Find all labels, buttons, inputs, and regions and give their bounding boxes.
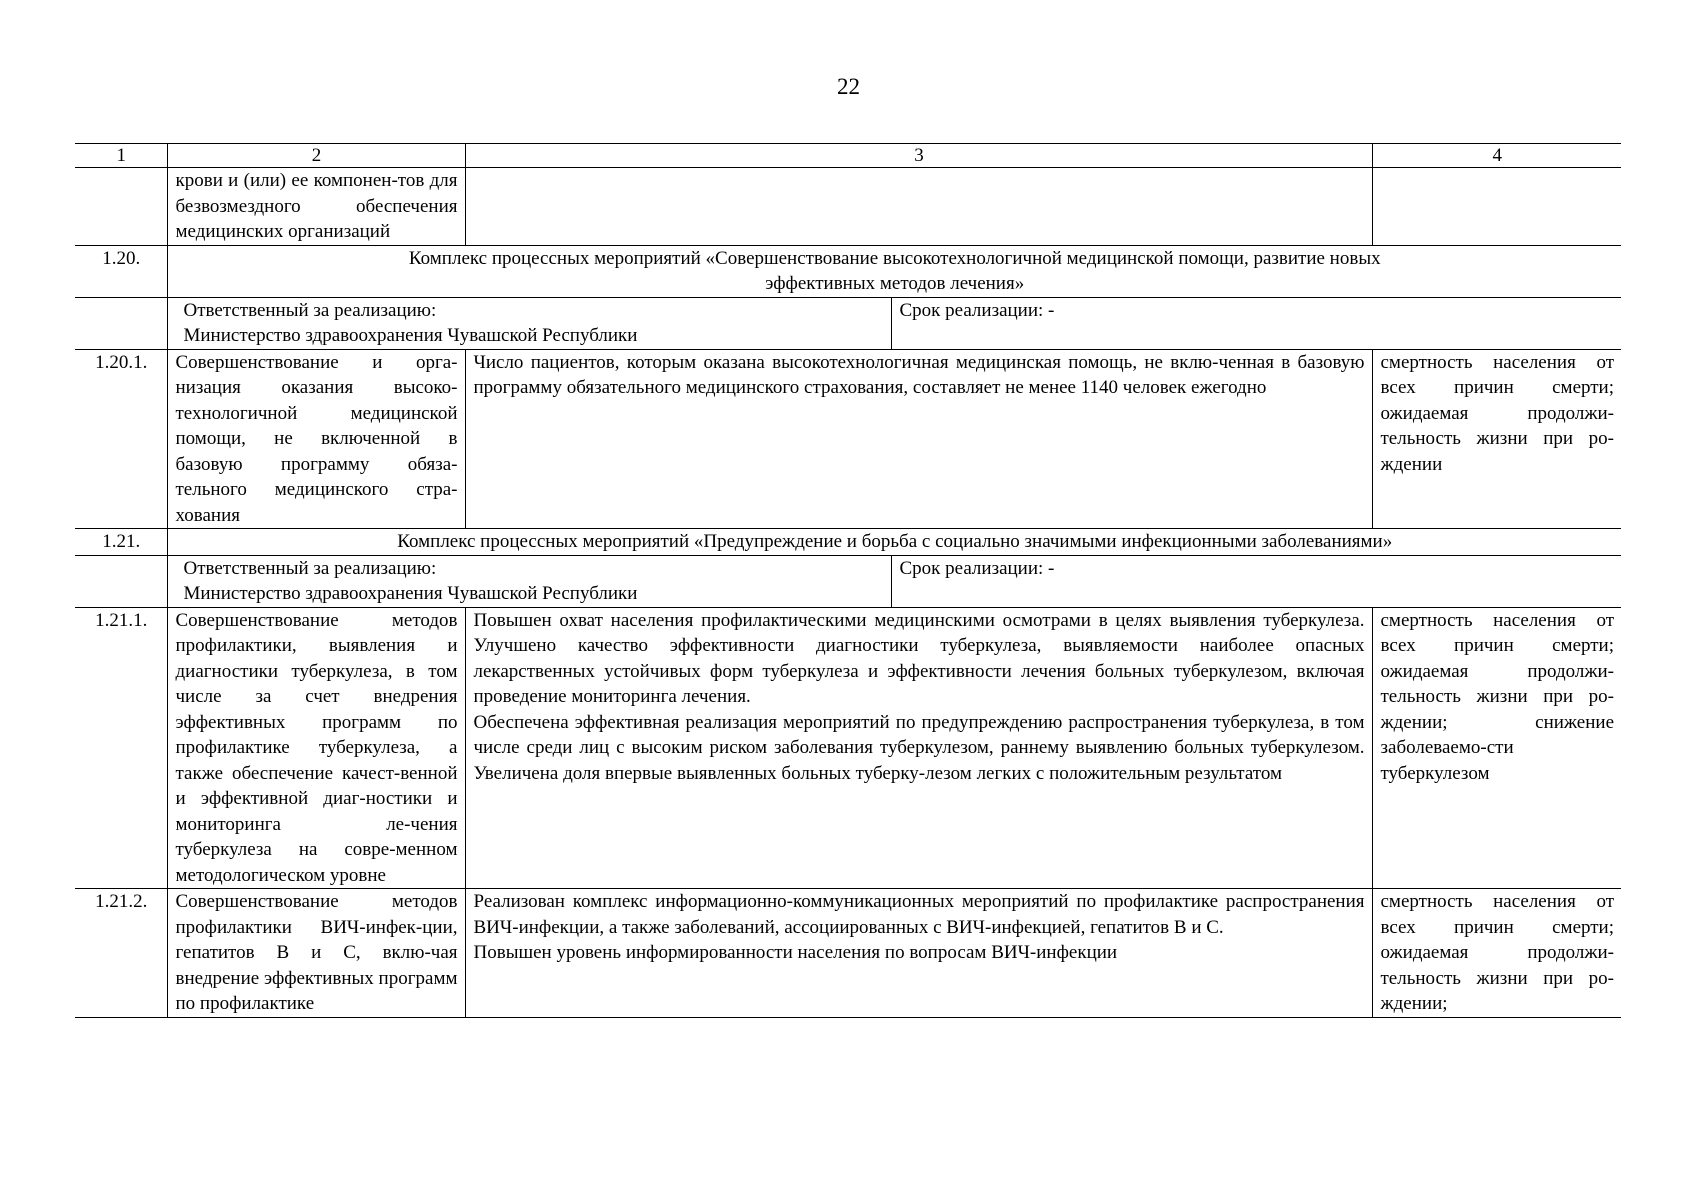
result-paragraph-2: Повышен уровень информированности населения по вопросам ВИЧ-инфекции [473, 942, 1118, 963]
measure-indicator: смертность населения от всех причин смерти; ожидаемая продолжи-тельность жизни при ро-ждении; снижение заболеваемо-сти туберкулезом [1372, 607, 1621, 889]
header-col-2: 2 [167, 144, 465, 168]
result-paragraph-1: Повышен охват населения профилактическими медицинскими осмотрами в целях выявления туберкулеза. Улучшено качество эффективности диагностики туберкулеза, выявляемости наиболее опасных лекарственных устойчивых форм туберкулеза и эффективности лечения больных туберкулезом, включая проведение мониторинга лечения. [473, 609, 1365, 707]
measure-result [465, 607, 1372, 889]
responsible-cell [167, 555, 1621, 607]
row-number [75, 168, 167, 246]
responsible-label: Ответственный за реализацию: [183, 299, 437, 321]
section-title-line-2: эффективных методов лечения» [765, 273, 1025, 294]
row-number: 1.21.1. [75, 607, 167, 889]
header-col-3: 3 [465, 144, 1372, 168]
implementation-term: Срок реализации: - [899, 557, 1055, 579]
measure-indicator [1372, 168, 1621, 246]
header-col-4: 4 [1372, 144, 1621, 168]
responsible-row-1-21 [75, 555, 1621, 607]
responsible-blank [75, 297, 167, 349]
responsible-cell [167, 297, 1621, 349]
section-title-line-1: Комплекс процессных мероприятий «Совершенствование высокотехнологичной медицинской помощи, развитие новых [408, 247, 1381, 269]
section-number: 1.21. [75, 529, 167, 556]
measure-name: Совершенствование методов профилактики ВИЧ-инфек-ции, гепатитов B и C, вклю-чая внедрение эффективных программ по профилактике [167, 889, 465, 1018]
row-number: 1.21.2. [75, 889, 167, 1018]
table-header-row [75, 144, 1621, 168]
measure-result [465, 889, 1372, 1018]
row-number: 1.20.1. [75, 349, 167, 529]
table-row [75, 889, 1621, 1018]
section-title: Комплекс процессных мероприятий «Предупреждение и борьба с социально значимыми инфекционными заболеваниями» [167, 529, 1621, 556]
responsible-value: Министерство здравоохранения Чувашской Республики [183, 325, 638, 346]
measure-indicator: смертность населения от всех причин смерти; ожидаемая продолжи-тельность жизни при ро-ждении [1372, 349, 1621, 529]
responsible-row-1-20 [75, 297, 1621, 349]
responsible-blank [75, 555, 167, 607]
measure-name: Совершенствование методов профилактики, выявления и диагностики туберкулеза, в том числе за счет внедрения эффективных программ по профилактике туберкулеза, а также обеспечение качест-венной и эффективной диаг-ностики и мониторинга ле-чения туберкулеза на совре-менном методологическом уровне [167, 607, 465, 889]
section-number: 1.20. [75, 245, 167, 297]
measure-name: крови и (или) ее компонен-тов для безвозмездного обеспечения медицинских организаций [167, 168, 465, 246]
section-row-1-21 [75, 529, 1621, 556]
responsible-info [176, 298, 892, 349]
section-row-1-20 [75, 245, 1621, 297]
measure-result: Число пациентов, которым оказана высокотехнологичная медицинская помощь, не вклю-ченная в базовую программу обязательного медицинского страхования, составляет не менее 1140 человек ежегодно [465, 349, 1372, 529]
measure-indicator: смертность населения от всех причин смерти; ожидаемая продолжи-тельность жизни при ро-ждении; [1372, 889, 1621, 1018]
implementation-term: Срок реализации: - [899, 299, 1055, 321]
result-paragraph-2: Обеспечена эффективная реализация мероприятий по предупреждению распространения туберкулеза, в том числе среди лиц с высоким риском заболевания туберкулезом, раннему выявлению больных туберкулезом. Увеличена доля впервые выявленных больных туберку-лезом легких с положительным результатом [473, 711, 1365, 784]
table-row [75, 349, 1621, 529]
responsible-info [176, 556, 892, 607]
section-title [167, 245, 1621, 297]
measures-table [75, 143, 1621, 1018]
measure-name: Совершенствование и орга-низация оказания высоко-технологичной медицинской помощи, не включенной в базовую программу обяза-тельного медицинского стра-хования [167, 349, 465, 529]
table-row [75, 607, 1621, 889]
header-col-1: 1 [75, 144, 167, 168]
table-row [75, 168, 1621, 246]
responsible-label: Ответственный за реализацию: [183, 557, 437, 579]
result-paragraph-1: Реализован комплекс информационно-коммуникационных мероприятий по профилактике распространения ВИЧ-инфекции, а также заболеваний, ассоциированных с ВИЧ-инфекцией, гепатитов B и C. [473, 891, 1365, 938]
responsible-value: Министерство здравоохранения Чувашской Республики [183, 583, 638, 604]
measure-result [465, 168, 1372, 246]
page-number: 22 [837, 74, 860, 99]
